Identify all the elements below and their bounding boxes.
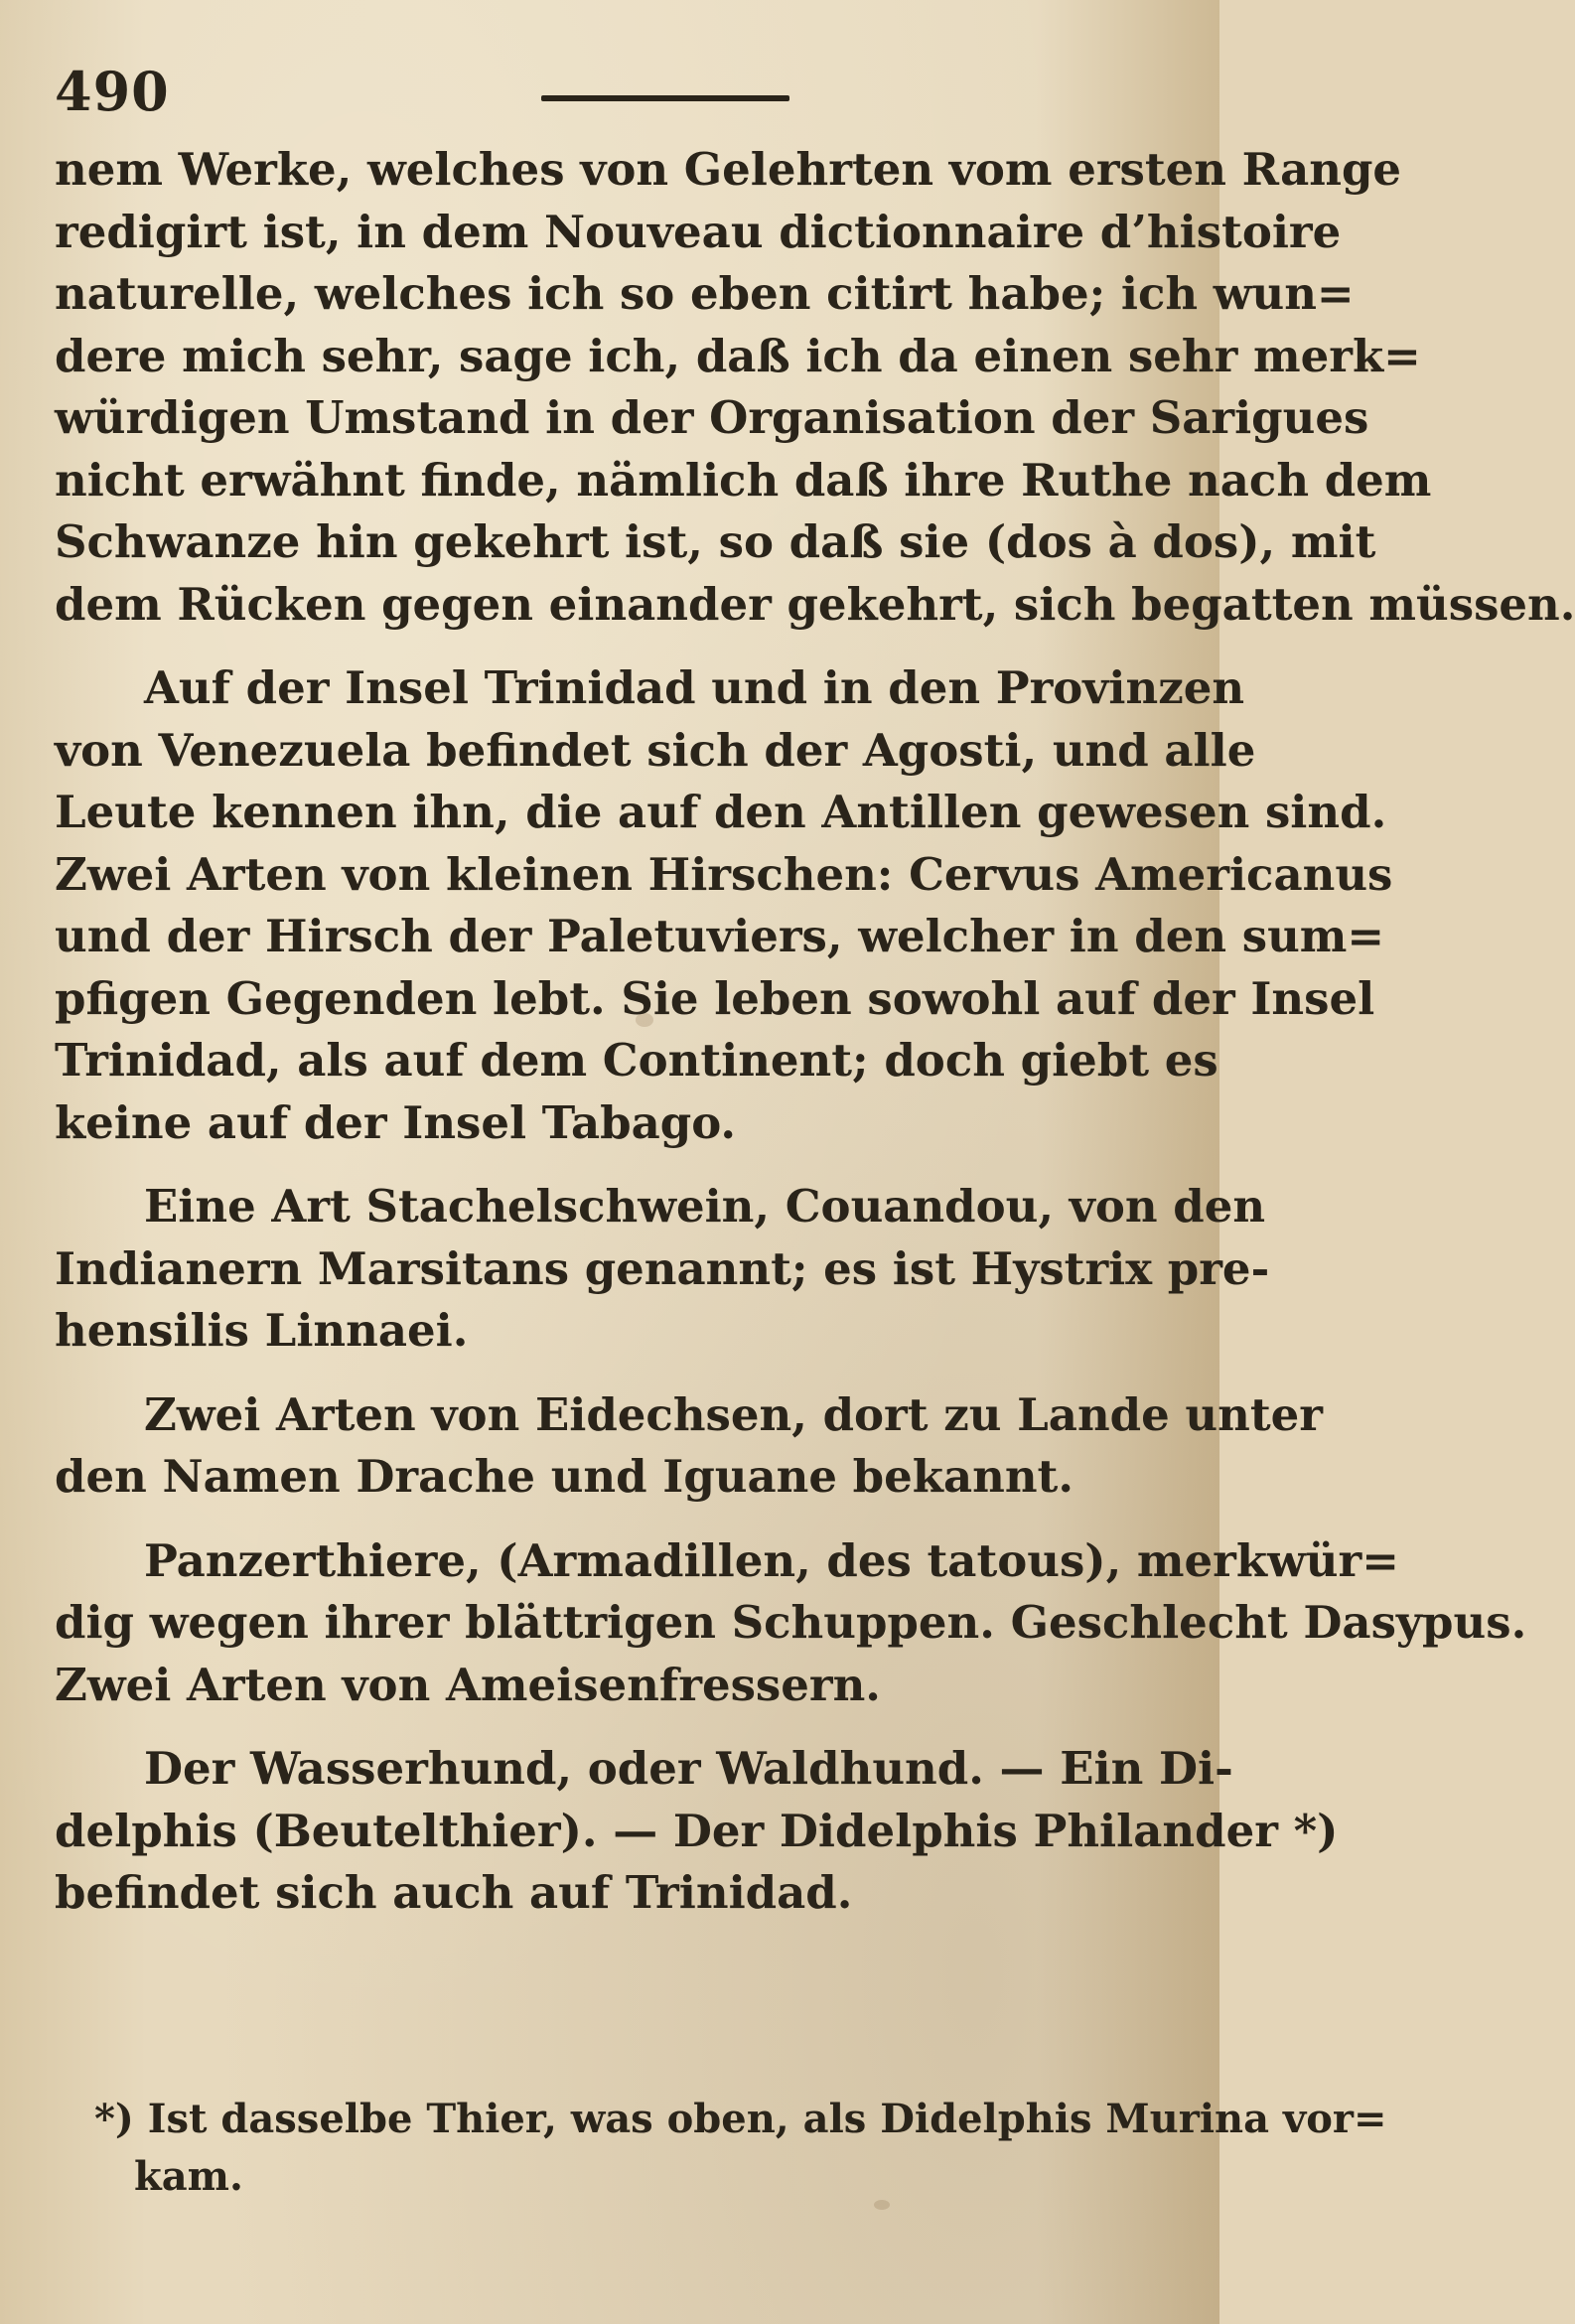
text-line: redigirt ist, in dem Nouveau dictionnaire d’histoire [55, 205, 1342, 258]
text-line: Leute kennen ihn, die auf den Antillen gewesen sind. [55, 786, 1387, 838]
paragraph-gap [55, 1509, 1197, 1530]
body-text [55, 139, 1575, 1925]
paragraph [55, 657, 1393, 1154]
text-line: pfigen Gegenden lebt. Sie leben sowohl auf der Insel [55, 971, 1375, 1025]
paragraph-gap [55, 1154, 1197, 1176]
text-line: von Venezuela befindet sich der Agosti, und alle [55, 723, 1256, 777]
text-line: Indianern Marsitans genannt; es ist Hystrix pre- [55, 1241, 1270, 1295]
page-header [55, 60, 1165, 139]
text-line: nem Werke, welches von Gelehrten vom ersten Range [55, 143, 1402, 196]
text-line: Eine Art Stachelschwein, Couandou, von den [144, 1180, 1266, 1233]
text-line: Zwei Arten von Eidechsen, dort zu Lande unter [144, 1387, 1323, 1441]
text-line: dig wegen ihrer blättrigen Schuppen. Geschlecht Dasypus. [55, 1596, 1527, 1649]
text-line: naturelle, welches ich so eben citirt habe; ich wun= [55, 267, 1355, 320]
paragraph-gap [55, 636, 1197, 657]
text-line: Der Wasserhund, oder Waldhund. — Ein Di- [144, 1742, 1233, 1795]
paragraph [55, 1530, 1527, 1717]
paragraph-gap [55, 1716, 1197, 1738]
text-line: befindet sich auch auf Trinidad. [55, 1866, 853, 1919]
text-line: Auf der Insel Trinidad und in den Provinzen [144, 661, 1245, 714]
text-line: dem Rücken gegen einander gekehrt, sich begatten müssen. [55, 577, 1575, 631]
paragraph [55, 139, 1575, 636]
text-line: Zwei Arten von kleinen Hirschen: Cervus Americanus [55, 847, 1393, 901]
footnote [94, 2091, 1387, 2206]
header-rule [541, 95, 789, 101]
text-line: würdigen Umstand in der Organisation der Sarigues [55, 391, 1369, 444]
text-line: hensilis Linnaei. [55, 1304, 469, 1357]
text-line: den Namen Drache und Iguane bekannt. [55, 1450, 1074, 1503]
text-line: Zwei Arten von Ameisenfressern. [55, 1658, 881, 1711]
footnote-line: *) Ist dasselbe Thier, was oben, als Didelphis Murina vor= [94, 2096, 1387, 2142]
text-line: nicht erwähnt finde, nämlich daß ihre Ruthe nach dem [55, 453, 1432, 507]
text-line: Trinidad, als auf dem Continent; doch giebt es [55, 1034, 1218, 1087]
paragraph [55, 1384, 1323, 1509]
paragraph [55, 1738, 1339, 1925]
text-line: Schwanze hin gekehrt ist, so daß sie (dos à dos), mit [55, 515, 1376, 568]
paragraph-gap [55, 1363, 1197, 1384]
text-line: delphis (Beutelthier). — Der Didelphis Philander *) [55, 1804, 1339, 1857]
text-line: dere mich sehr, sage ich, daß ich da einen sehr merk= [55, 329, 1421, 382]
footnote-line: kam. [134, 2153, 243, 2200]
text-line: keine auf der Insel Tabago. [55, 1095, 737, 1149]
text-line: und der Hirsch der Paletuviers, welcher in den sum= [55, 910, 1385, 962]
paragraph [55, 1176, 1270, 1363]
page-number: 490 [55, 60, 170, 123]
text-line: Panzerthiere, (Armadillen, des tatous), merkwür= [144, 1533, 1399, 1587]
